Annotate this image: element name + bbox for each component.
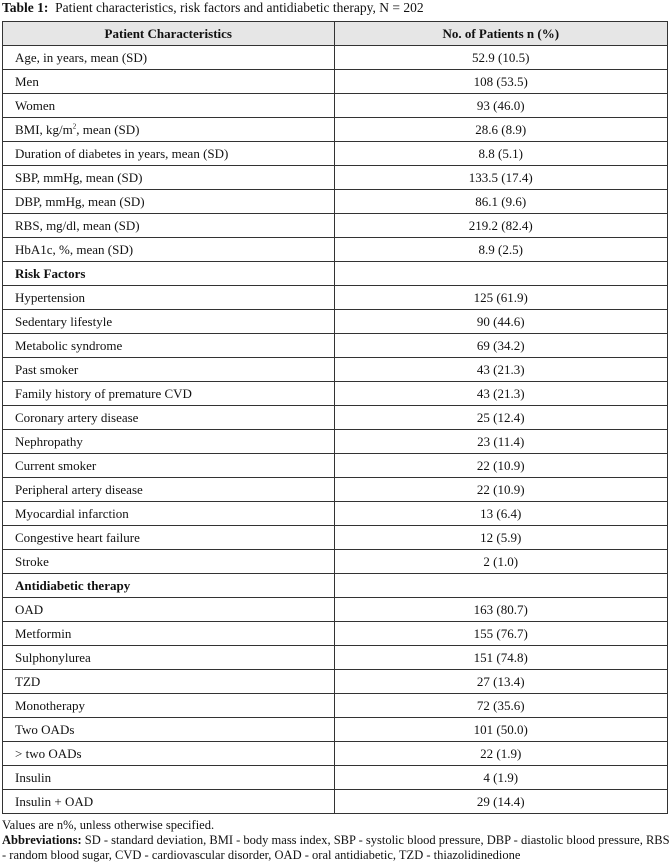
row-label bbox=[3, 238, 335, 262]
row-label bbox=[3, 790, 335, 814]
row-label-text: Insulin + OAD bbox=[15, 793, 94, 809]
row-value: 219.2 (82.4) bbox=[334, 214, 667, 238]
row-value: 27 (13.4) bbox=[334, 670, 667, 694]
row-value bbox=[334, 262, 667, 286]
row-value: 151 (74.8) bbox=[334, 646, 667, 670]
row-label bbox=[3, 334, 335, 358]
row-value bbox=[334, 574, 667, 598]
row-label bbox=[3, 190, 335, 214]
row-value: 8.9 (2.5) bbox=[334, 238, 667, 262]
values-note: Values are n%, unless otherwise specified. bbox=[2, 818, 215, 832]
table-header-row bbox=[3, 22, 668, 46]
row-label bbox=[3, 46, 335, 70]
table-row bbox=[3, 358, 668, 382]
abbreviations-note bbox=[2, 833, 670, 863]
row-label-text: Age, in years, mean (SD) bbox=[15, 49, 148, 65]
row-label bbox=[3, 142, 335, 166]
table-notes bbox=[2, 818, 670, 863]
row-label-text: Stroke bbox=[15, 553, 49, 569]
row-label-text: RBS, mg/dl, mean (SD) bbox=[15, 217, 140, 233]
row-label bbox=[3, 382, 335, 406]
row-label-text: TZD bbox=[15, 673, 41, 689]
table-row bbox=[3, 718, 668, 742]
section-row bbox=[3, 262, 668, 286]
row-label bbox=[3, 598, 335, 622]
row-value: 2 (1.0) bbox=[334, 550, 667, 574]
row-label bbox=[3, 94, 335, 118]
table-row bbox=[3, 622, 668, 646]
row-label-text: DBP, mmHg, mean (SD) bbox=[15, 193, 145, 209]
table-body bbox=[3, 46, 668, 814]
row-label-text: Monotherapy bbox=[15, 697, 86, 713]
row-value: 13 (6.4) bbox=[334, 502, 667, 526]
row-label-text: Metformin bbox=[15, 625, 72, 641]
row-label-text: Hypertension bbox=[15, 289, 86, 305]
table-row bbox=[3, 166, 668, 190]
row-label-text: > two OADs bbox=[15, 745, 82, 761]
row-label bbox=[3, 694, 335, 718]
row-value: 22 (10.9) bbox=[334, 478, 667, 502]
row-value: 43 (21.3) bbox=[334, 382, 667, 406]
row-label-text: Metabolic syndrome bbox=[15, 337, 123, 353]
row-label-text: Myocardial infarction bbox=[15, 505, 129, 521]
table-row bbox=[3, 454, 668, 478]
row-label bbox=[3, 670, 335, 694]
row-value: 28.6 (8.9) bbox=[334, 118, 667, 142]
abbreviations-label: Abbreviations: bbox=[2, 833, 82, 847]
row-value: 8.8 (5.1) bbox=[334, 142, 667, 166]
row-label-text: Congestive heart failure bbox=[15, 529, 140, 545]
row-value: 133.5 (17.4) bbox=[334, 166, 667, 190]
table-row bbox=[3, 766, 668, 790]
row-value: 108 (53.5) bbox=[334, 70, 667, 94]
row-label-text: Family history of premature CVD bbox=[15, 385, 192, 401]
row-label bbox=[3, 454, 335, 478]
row-value: 69 (34.2) bbox=[334, 334, 667, 358]
row-value: 29 (14.4) bbox=[334, 790, 667, 814]
table-caption-text: Patient characteristics, risk factors and antidiabetic therapy, N = 202 bbox=[55, 0, 424, 15]
row-label-superscript: 2 bbox=[72, 122, 77, 131]
row-label-text: Sulphonylurea bbox=[15, 649, 91, 665]
row-value: 155 (76.7) bbox=[334, 622, 667, 646]
row-label-text: Two OADs bbox=[15, 721, 75, 737]
row-label bbox=[3, 358, 335, 382]
table-row bbox=[3, 430, 668, 454]
row-label bbox=[3, 502, 335, 526]
abbreviations-text: SD - standard deviation, BMI - body mass index, SBP - systolic blood pressure, DBP - diastolic blood pressure, RBS - random blood sugar, CVD - cardiovascular disorder, OAD - oral antidiabetic, TZD - thiazolidinedione bbox=[2, 833, 670, 862]
table-row bbox=[3, 286, 668, 310]
row-label bbox=[3, 550, 335, 574]
table-caption-label: Table 1: bbox=[2, 0, 49, 15]
row-label bbox=[3, 166, 335, 190]
row-label-text: Peripheral artery disease bbox=[15, 481, 143, 497]
row-label bbox=[3, 646, 335, 670]
table-row bbox=[3, 46, 668, 70]
row-value: 125 (61.9) bbox=[334, 286, 667, 310]
table-row bbox=[3, 478, 668, 502]
row-label-text: Sedentary lifestyle bbox=[15, 313, 113, 329]
row-value: 101 (50.0) bbox=[334, 718, 667, 742]
table-row bbox=[3, 118, 668, 142]
row-label-text: Duration of diabetes in years, mean (SD) bbox=[15, 145, 229, 161]
row-value: 86.1 (9.6) bbox=[334, 190, 667, 214]
row-label bbox=[3, 430, 335, 454]
row-value: 90 (44.6) bbox=[334, 310, 667, 334]
row-value: 23 (11.4) bbox=[334, 430, 667, 454]
row-label-text: HbA1c, %, mean (SD) bbox=[15, 241, 134, 257]
row-label bbox=[3, 478, 335, 502]
header-patients: No. of Patients n (%) bbox=[334, 22, 667, 46]
row-value: 22 (10.9) bbox=[334, 454, 667, 478]
table-row bbox=[3, 526, 668, 550]
row-label-text: BMI, kg/m bbox=[15, 121, 73, 137]
table-row bbox=[3, 406, 668, 430]
table-row bbox=[3, 190, 668, 214]
table-row bbox=[3, 334, 668, 358]
row-label bbox=[3, 118, 335, 142]
table-row bbox=[3, 214, 668, 238]
row-label-text: Women bbox=[15, 97, 56, 113]
row-label bbox=[3, 406, 335, 430]
table-row bbox=[3, 790, 668, 814]
row-label-text: Current smoker bbox=[15, 457, 97, 473]
table-row bbox=[3, 70, 668, 94]
row-label-text: Insulin bbox=[15, 769, 52, 785]
row-value: 22 (1.9) bbox=[334, 742, 667, 766]
table-row bbox=[3, 142, 668, 166]
row-label bbox=[3, 70, 335, 94]
row-value: 25 (12.4) bbox=[334, 406, 667, 430]
section-title bbox=[3, 574, 335, 598]
table-row bbox=[3, 238, 668, 262]
row-value: 12 (5.9) bbox=[334, 526, 667, 550]
row-value: 72 (35.6) bbox=[334, 694, 667, 718]
row-label-text: Risk Factors bbox=[15, 265, 86, 281]
row-label-text: Men bbox=[15, 73, 39, 89]
table-row bbox=[3, 598, 668, 622]
table-row bbox=[3, 94, 668, 118]
row-label-text: Coronary artery disease bbox=[15, 409, 139, 425]
table-caption bbox=[2, 0, 424, 16]
table-row bbox=[3, 670, 668, 694]
row-value: 43 (21.3) bbox=[334, 358, 667, 382]
row-label-text: Nephropathy bbox=[15, 433, 83, 449]
row-value: 52.9 (10.5) bbox=[334, 46, 667, 70]
table-row bbox=[3, 646, 668, 670]
section-title bbox=[3, 262, 335, 286]
row-label bbox=[3, 742, 335, 766]
row-label-text: Antidiabetic therapy bbox=[15, 577, 131, 593]
section-row bbox=[3, 574, 668, 598]
row-label bbox=[3, 214, 335, 238]
table-row bbox=[3, 310, 668, 334]
row-label-suffix: , mean (SD) bbox=[76, 121, 140, 137]
row-label-text: OAD bbox=[15, 601, 44, 617]
row-label-text: Past smoker bbox=[15, 361, 79, 377]
row-label bbox=[3, 286, 335, 310]
row-label-text: SBP, mmHg, mean (SD) bbox=[15, 169, 143, 185]
row-label bbox=[3, 526, 335, 550]
table-row bbox=[3, 550, 668, 574]
row-value: 4 (1.9) bbox=[334, 766, 667, 790]
row-value: 163 (80.7) bbox=[334, 598, 667, 622]
row-label bbox=[3, 718, 335, 742]
row-label bbox=[3, 766, 335, 790]
header-characteristics: Patient Characteristics bbox=[3, 22, 335, 46]
table-row bbox=[3, 694, 668, 718]
row-label bbox=[3, 622, 335, 646]
patient-table bbox=[2, 21, 668, 814]
row-value: 93 (46.0) bbox=[334, 94, 667, 118]
table-row bbox=[3, 502, 668, 526]
row-label bbox=[3, 310, 335, 334]
table-row bbox=[3, 382, 668, 406]
table-row bbox=[3, 742, 668, 766]
